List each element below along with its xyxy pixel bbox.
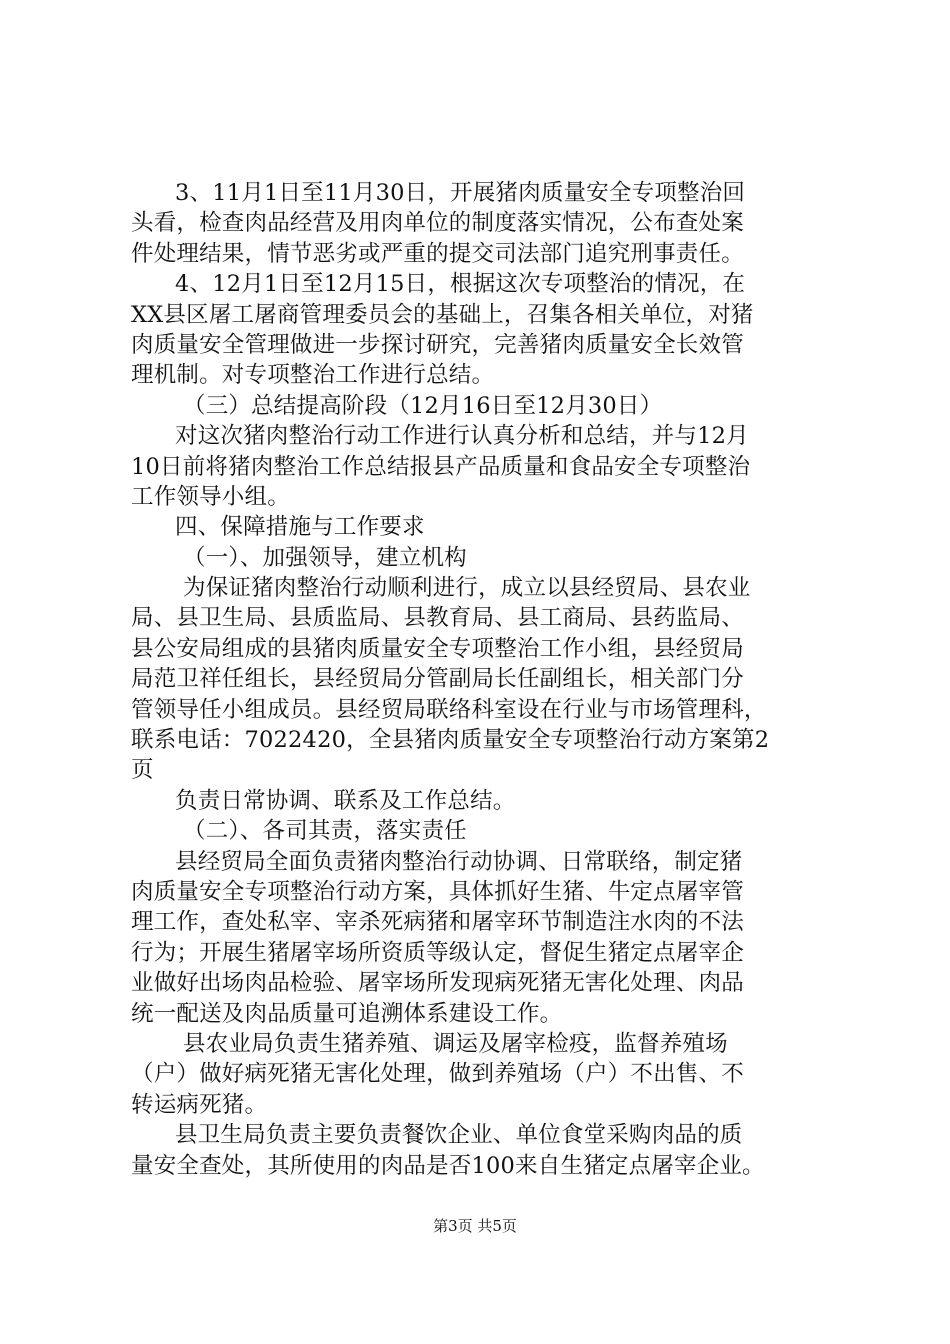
text-line: 统一配送及肉品质量可追溯体系建设工作。 — [131, 1000, 563, 1027]
text-line: 肉质量安全专项整治行动方案，具体抓好生猪、牛定点屠宰管 — [131, 878, 744, 905]
text-line: 4、12月1日至12月15日，根据这次专项整治的情况，在 — [175, 271, 746, 298]
page-footer: 第3页 共5页 — [433, 1217, 517, 1235]
text-line: 管领导任小组成员。县经贸局联络科室设在行业与市场管理科， — [131, 696, 767, 723]
text-line: 工作领导小组。 — [131, 483, 290, 510]
text-line: （户）做好病死猪无害化处理，做到养殖场（户）不出售、不 — [131, 1061, 744, 1088]
text-line: （三）总结提高阶段（12月16日至12月30日） — [183, 392, 663, 419]
text-line: 联系电话：7022420，全县猪肉质量安全专项整治行动方案第2 — [131, 727, 770, 754]
text-line: XX县区屠工屠商管理委员会的基础上，召集各相关单位，对猪 — [131, 301, 754, 328]
text-line: 局、县卫生局、县质监局、县教育局、县工商局、县药监局、 — [131, 605, 744, 632]
text-line: 理机制。对专项整治工作进行总结。 — [131, 362, 495, 389]
text-line: 业做好出场肉品检验、屠宰场所发现病死猪无害化处理、肉品 — [131, 970, 744, 997]
text-line: 县经贸局全面负责猪肉整治行动协调、日常联络，制定猪 — [175, 848, 743, 875]
text-line: （一）、加强领导，建立机构 — [183, 544, 467, 571]
text-line: 页 — [131, 757, 154, 784]
text-line: 10日前将猪肉整治工作总结报县产品质量和食品安全专项整治 — [131, 453, 751, 480]
text-line: 件处理结果，情节恶劣或严重的提交司法部门追究刑事责任。 — [131, 240, 744, 267]
text-line: 负责日常协调、联系及工作总结。 — [175, 787, 516, 814]
text-line: 头看，检查肉品经营及用肉单位的制度落实情况，公布查处案 — [131, 210, 744, 237]
text-line: 量安全查处，其所使用的肉品是否100来自生猪定点屠宰企业。 — [131, 1152, 765, 1179]
text-line: 四、保障措施与工作要求 — [175, 514, 425, 541]
text-line: 为保证猪肉整治行动顺利进行，成立以县经贸局、县农业 — [183, 575, 751, 602]
text-line: 局范卫祥任组长，县经贸局分管副局长任副组长，相关部门分 — [131, 666, 744, 693]
text-line: 转运病死猪。 — [131, 1091, 268, 1118]
text-line: 县公安局组成的县猪肉质量安全专项整治工作小组，县经贸局 — [131, 635, 744, 662]
text-line: 对这次猪肉整治行动工作进行认真分析和总结，并与12月 — [175, 423, 749, 450]
text-line: 县卫生局负责主要负责餐饮企业、单位食堂采购肉品的质 — [175, 1122, 743, 1149]
text-line: 县农业局负责生猪养殖、调运及屠宰检疫，监督养殖场 — [183, 1030, 728, 1057]
text-line: 3、11月1日至11月30日，开展猪肉质量安全专项整治回 — [175, 180, 746, 206]
text-line: 理工作，查处私宰、宰杀死病猪和屠宰环节制造注水肉的不法 — [131, 909, 744, 936]
text-line: 行为；开展生猪屠宰场所资质等级认定，督促生猪定点屠宰企 — [131, 939, 744, 966]
text-line: （二）、各司其责，落实责任 — [183, 818, 467, 845]
document-body — [131, 178, 831, 1181]
text-line: 肉质量安全管理做进一步探讨研究，完善猪肉质量安全长效管 — [131, 331, 744, 358]
